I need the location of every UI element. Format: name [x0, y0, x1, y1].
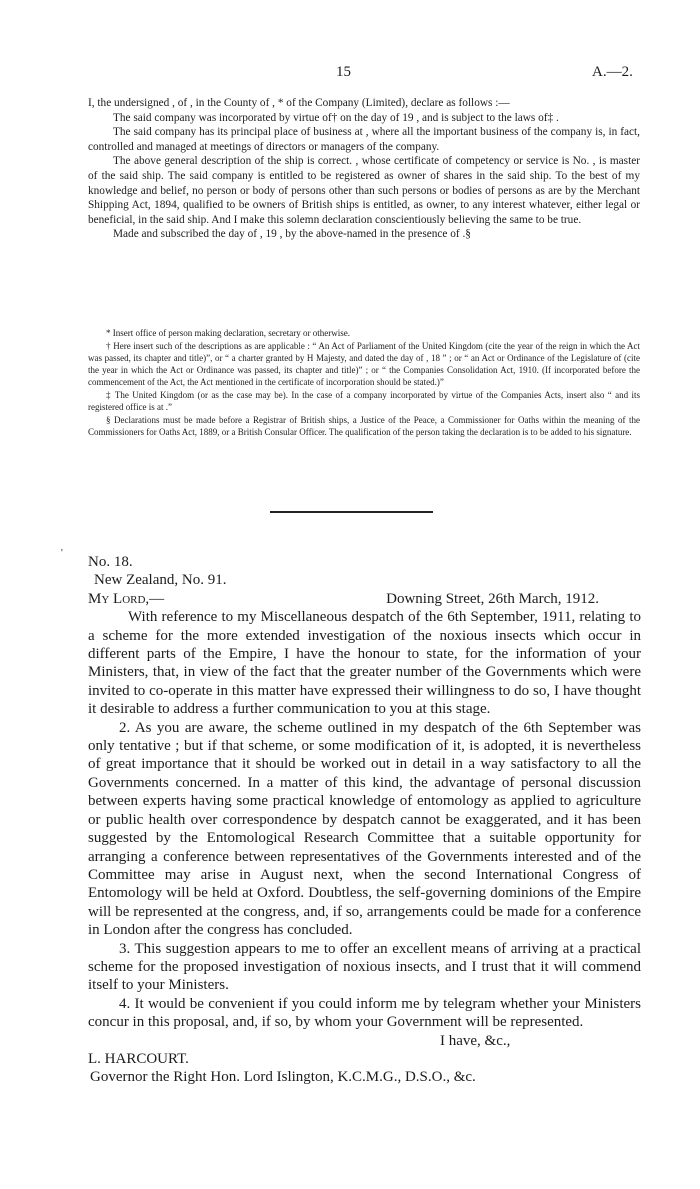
declaration-paragraph: The said company has its principal place of business at , where all the important business of the company is, in fact, controlled and managed at meetings of directors or managers of the company.	[88, 126, 640, 153]
despatch-number: No. 18.	[88, 554, 133, 570]
declaration-paragraph: The said company was incorporated by virtue of† on the day of 19 , and is subject to the laws of‡ .	[113, 111, 559, 124]
place-date: Downing Street, 26th March, 1912.	[386, 590, 599, 607]
signature: L. HARCOURT.	[88, 1050, 189, 1067]
footnote: ‡ The United Kingdom (or as the case may be). In the case of a company incorporated by virtue of the Companies Acts, insert also “ and its registered office is at .”	[88, 390, 640, 412]
footnote: § Declarations must be made before a Registrar of British ships, a Justice of the Peace, a Commissioner for Oaths within the meaning of the Commissioners for Oaths Act, 1889, or a British Consular Officer. The qualification of the person taking the declaration is to be added to his signature.	[88, 415, 640, 437]
closing: I have, &c.,	[440, 1032, 511, 1049]
footnote: * Insert office of person making declaration, secretary or otherwise.	[106, 328, 350, 338]
section-divider	[270, 511, 433, 513]
despatch-letter	[88, 553, 641, 1087]
document-reference: A.—2.	[592, 64, 633, 80]
declaration-form	[88, 96, 640, 242]
page-number: 15	[336, 64, 351, 80]
footnote: † Here insert such of the descriptions as are applicable : “ An Act of Parliament of the United Kingdom (cite the year of the reign in which the Act was passed, its chapter and title)”, or “ a charter granted by H Majesty, and dated the day of , 18 ” ; or “ an Act or Ordinance of the Legislature of (cite the year in which the Act or Ordinance was passed, its chapter and title)” ; or “ the Companies Consolidation Act, 1910. (If incorporated before the commencement of the Act, the Act mentioned in the certificate of incorporation should be stated.)”	[88, 341, 640, 387]
despatch-paragraph: 2. As you are aware, the scheme outlined in my despatch of the 6th September was only tentative ; but if that scheme, or some modification of it, is adopted, it is nevertheless of great importance that it should be worked out in detail in a way satisfactory to all the Governments concerned. In a matter of this kind, the advantage of personal discussion between experts having some practical knowledge of entomology as applied to agriculture or public health over correspondence by despatch cannot be exaggerated, and it has been suggested by the Entomological Research Committee that a suitable opportunity for arranging a conference between representatives of the Governments interested and of the Committee may arise in August next, when the second International Congress of Entomology will be held at Oxford. Doubtless, the self-governing dominions of the Empire will be represented at the congress, and, if so, arrangements could be made for a conference in London after the congress has concluded.	[88, 719, 641, 939]
declaration-paragraph: The above general description of the ship is correct. , whose certificate of competency or service is No. , is master of the said ship. The said company is entitled to be registered as owner of shares in the said ship. To the best of my knowledge and belief, no person or body of persons other than such persons or bodies of persons as are by the Merchant Shipping Act, 1894, qualified to be owners of British ships is entitled, as owner, to any interest whatever, either legal or beneficial, in the said ship. And I make this solemn declaration conscientiously believing the same to be true.	[88, 155, 640, 226]
addressee: Governor the Right Hon. Lord Islington, K.C.M.G., D.S.O., &c.	[90, 1069, 476, 1086]
despatch-paragraph: 4. It would be convenient if you could inform me by telegram whether your Ministers concur in this proposal, and, if so, by whom your Government will be represented.	[88, 995, 641, 1031]
declaration-paragraph: I, the undersigned , of , in the County of , * of the Company (Limited), declare as follows :—	[88, 97, 510, 109]
stray-mark: '	[61, 548, 63, 559]
footnotes	[88, 327, 640, 439]
despatch-reference: New Zealand, No. 91.	[94, 572, 227, 589]
despatch-paragraph: 3. This suggestion appears to me to offer an excellent means of arriving at a practical scheme for the proposed investigation of noxious insects, and I trust that it will commend itself to your Ministers.	[88, 940, 641, 994]
despatch-paragraph: With reference to my Miscellaneous despatch of the 6th September, 1911, relating to a scheme for the more extended investigation of the noxious insects which occur in different parts of the Empire, I have the honour to state, for the information of your Ministers, that, in view of the fact that the greater number of the Governments which were invited to co-operate in this matter have expressed their willingness to do so, I have thought it desirable to address a further communication to you at this stage.	[88, 609, 641, 718]
salutation: My Lord,—	[88, 590, 165, 607]
declaration-paragraph: Made and subscribed the day of , 19 , by the above-named in the presence of .§	[113, 228, 471, 241]
